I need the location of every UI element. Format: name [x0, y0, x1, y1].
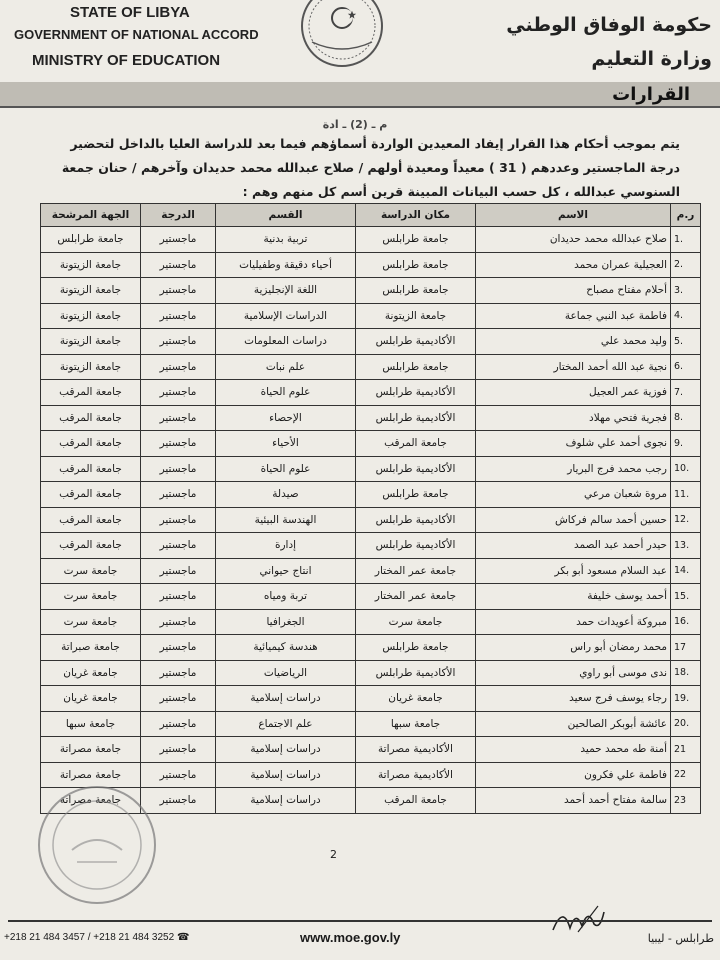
- table-row: [41, 533, 701, 559]
- cell-nominating-body: جامعة مصراتة: [41, 737, 141, 763]
- cell-name: حيدر أحمد عبد الصمد: [476, 533, 671, 559]
- ministry-name: MINISTRY OF EDUCATION: [32, 52, 221, 69]
- cell-number: 20.: [671, 711, 701, 737]
- phone-icon: ☎: [176, 932, 190, 943]
- cell-number: 7.: [671, 380, 701, 406]
- footer-rule: [8, 920, 712, 922]
- cell-department: الدراسات الإسلامية: [216, 303, 356, 329]
- cell-number: 1.: [671, 227, 701, 253]
- cell-name: ندى موسى أبو راوي: [476, 660, 671, 686]
- cell-degree: ماجستير: [141, 609, 216, 635]
- government-name: GOVERNMENT OF NATIONAL ACCORD: [14, 27, 259, 42]
- cell-degree: ماجستير: [141, 329, 216, 355]
- cell-study-place: الأكاديمية مصراتة: [356, 737, 476, 763]
- article-number: م ـ (2) ـ ادة: [322, 118, 388, 131]
- cell-name: أحلام مفتاح مصباح: [476, 278, 671, 304]
- cell-department: الإحصاء: [216, 405, 356, 431]
- cell-degree: ماجستير: [141, 252, 216, 278]
- cell-nominating-body: جامعة المرقب: [41, 482, 141, 508]
- footer-phones: [4, 932, 189, 943]
- footer-website: www.moe.gov.ly: [300, 930, 401, 945]
- cell-study-place: الأكاديمية طرابلس: [356, 456, 476, 482]
- table-row: [41, 660, 701, 686]
- cell-name: محمد رمضان أبو راس: [476, 635, 671, 661]
- cell-degree: ماجستير: [141, 558, 216, 584]
- cell-nominating-body: جامعة مصراتة: [41, 762, 141, 788]
- cell-nominating-body: جامعة صبراتة: [41, 635, 141, 661]
- cell-study-place: جامعة طرابلس: [356, 482, 476, 508]
- cell-study-place: الأكاديمية طرابلس: [356, 533, 476, 559]
- cell-degree: ماجستير: [141, 431, 216, 457]
- cell-number: 8.: [671, 405, 701, 431]
- cell-number: 5.: [671, 329, 701, 355]
- cell-degree: ماجستير: [141, 788, 216, 814]
- table-row: [41, 584, 701, 610]
- table-row: [41, 456, 701, 482]
- cell-department: تربة ومياه: [216, 584, 356, 610]
- cell-degree: ماجستير: [141, 762, 216, 788]
- cell-degree: ماجستير: [141, 533, 216, 559]
- english-header: [14, 4, 274, 74]
- arabic-header: [506, 8, 712, 76]
- cell-nominating-body: جامعة الزيتونة: [41, 278, 141, 304]
- cell-study-place: الأكاديمية طرابلس: [356, 660, 476, 686]
- col-header-study-place: مكان الدراسة: [356, 204, 476, 227]
- cell-name: رجاء يوسف فرج سعيد: [476, 686, 671, 712]
- cell-department: دراسات إسلامية: [216, 686, 356, 712]
- cell-number: 9.: [671, 431, 701, 457]
- table-row: [41, 329, 701, 355]
- cell-name: أحمد يوسف خليفة: [476, 584, 671, 610]
- emblem-seal-icon: [292, 0, 392, 74]
- state-name: STATE OF LIBYA: [70, 4, 190, 21]
- cell-number: 10.: [671, 456, 701, 482]
- cell-nominating-body: جامعة سبها: [41, 711, 141, 737]
- cell-name: مروة شعبان مرعي: [476, 482, 671, 508]
- cell-degree: ماجستير: [141, 737, 216, 763]
- cell-study-place: جامعة طرابلس: [356, 354, 476, 380]
- cell-nominating-body: جامعة المرقب: [41, 405, 141, 431]
- cell-department: الرياضيات: [216, 660, 356, 686]
- cell-name: فوزية عمر العجيل: [476, 380, 671, 406]
- table-row: [41, 711, 701, 737]
- cell-nominating-body: جامعة الزيتونة: [41, 329, 141, 355]
- cell-department: دراسات المعلومات: [216, 329, 356, 355]
- section-title: القرارات: [612, 84, 690, 105]
- table-row: [41, 686, 701, 712]
- cell-degree: ماجستير: [141, 686, 216, 712]
- table-row: [41, 558, 701, 584]
- cell-name: حسين أحمد سالم فركاش: [476, 507, 671, 533]
- cell-number: 11.: [671, 482, 701, 508]
- page-number: 2: [330, 848, 337, 861]
- cell-study-place: جامعة المرقب: [356, 431, 476, 457]
- table-row: [41, 278, 701, 304]
- cell-degree: ماجستير: [141, 660, 216, 686]
- cell-nominating-body: جامعة غريان: [41, 686, 141, 712]
- col-header-number: ر.م: [671, 204, 701, 227]
- cell-department: هندسة كيميائية: [216, 635, 356, 661]
- cell-number: 17: [671, 635, 701, 661]
- cell-study-place: جامعة سبها: [356, 711, 476, 737]
- cell-nominating-body: جامعة سرت: [41, 558, 141, 584]
- cell-study-place: جامعة طرابلس: [356, 635, 476, 661]
- cell-number: 12.: [671, 507, 701, 533]
- cell-number: 3.: [671, 278, 701, 304]
- cell-nominating-body: جامعة المرقب: [41, 507, 141, 533]
- cell-degree: ماجستير: [141, 303, 216, 329]
- col-header-nominating-body: الجهة المرشحة: [41, 204, 141, 227]
- cell-name: وليد محمد علي: [476, 329, 671, 355]
- cell-nominating-body: جامعة غريان: [41, 660, 141, 686]
- cell-nominating-body: جامعة المرقب: [41, 380, 141, 406]
- table-row: [41, 482, 701, 508]
- cell-department: إدارة: [216, 533, 356, 559]
- cell-number: 21: [671, 737, 701, 763]
- table-row: [41, 431, 701, 457]
- cell-degree: ماجستير: [141, 507, 216, 533]
- cell-study-place: الأكاديمية طرابلس: [356, 507, 476, 533]
- cell-number: 14.: [671, 558, 701, 584]
- ministry-name-ar: وزارة التعليم: [591, 48, 712, 70]
- cell-department: علوم الحياة: [216, 380, 356, 406]
- cell-study-place: جامعة طرابلس: [356, 252, 476, 278]
- cell-number: 18.: [671, 660, 701, 686]
- cell-department: علوم الحياة: [216, 456, 356, 482]
- cell-name: فاطمة علي فكرون: [476, 762, 671, 788]
- table-header-row: [41, 204, 701, 227]
- table-row: [41, 227, 701, 253]
- cell-name: فاطمة عبد النبي جماعة: [476, 303, 671, 329]
- cell-study-place: جامعة طرابلس: [356, 278, 476, 304]
- cell-nominating-body: جامعة المرقب: [41, 456, 141, 482]
- cell-name: نجية عبد الله أحمد المختار: [476, 354, 671, 380]
- table-row: [41, 635, 701, 661]
- cell-degree: ماجستير: [141, 354, 216, 380]
- cell-number: 23: [671, 788, 701, 814]
- cell-name: عائشة أبوبكر الصالحين: [476, 711, 671, 737]
- cell-department: تربية بدنية: [216, 227, 356, 253]
- cell-study-place: الأكاديمية طرابلس: [356, 380, 476, 406]
- cell-study-place: جامعة عمر المختار: [356, 584, 476, 610]
- cell-degree: ماجستير: [141, 584, 216, 610]
- table-row: [41, 405, 701, 431]
- cell-degree: ماجستير: [141, 482, 216, 508]
- footer-city: طرابلس - ليبيا: [647, 932, 714, 945]
- cell-name: مبروكة أعويدات حمد: [476, 609, 671, 635]
- cell-degree: ماجستير: [141, 278, 216, 304]
- table-row: [41, 303, 701, 329]
- cell-name: سالمة مفتاح أحمد أحمد: [476, 788, 671, 814]
- government-name-ar: حكومة الوفاق الوطني: [506, 14, 712, 36]
- scholars-table: [40, 203, 701, 814]
- cell-number: 6.: [671, 354, 701, 380]
- cell-department: صيدلة: [216, 482, 356, 508]
- cell-name: صلاح عبدالله محمد حديدان: [476, 227, 671, 253]
- cell-name: العجيلية عمران محمد: [476, 252, 671, 278]
- table-row: [41, 252, 701, 278]
- cell-name: أمنة طه محمد حميد: [476, 737, 671, 763]
- cell-number: 16.: [671, 609, 701, 635]
- cell-department: أحياء دقيقة وطفيليات: [216, 252, 356, 278]
- cell-department: علم نبات: [216, 354, 356, 380]
- cell-number: 22: [671, 762, 701, 788]
- cell-nominating-body: جامعة طرابلس: [41, 227, 141, 253]
- cell-nominating-body: جامعة مصراتة: [41, 788, 141, 814]
- cell-study-place: جامعة الزيتونة: [356, 303, 476, 329]
- col-header-name: الاسم: [476, 204, 671, 227]
- table-row: [41, 380, 701, 406]
- cell-department: دراسات إسلامية: [216, 737, 356, 763]
- cell-name: نجوى أحمد علي شلوف: [476, 431, 671, 457]
- table-row: [41, 507, 701, 533]
- col-header-department: القسم: [216, 204, 356, 227]
- cell-nominating-body: جامعة الزيتونة: [41, 303, 141, 329]
- cell-name: فجرية فتحي مهلاد: [476, 405, 671, 431]
- cell-number: 4.: [671, 303, 701, 329]
- cell-department: علم الاجتماع: [216, 711, 356, 737]
- cell-nominating-body: جامعة المرقب: [41, 533, 141, 559]
- cell-study-place: الأكاديمية مصراتة: [356, 762, 476, 788]
- cell-nominating-body: جامعة المرقب: [41, 431, 141, 457]
- table-row: [41, 737, 701, 763]
- cell-department: انتاج حيواني: [216, 558, 356, 584]
- cell-study-place: جامعة غريان: [356, 686, 476, 712]
- cell-department: اللغة الإنجليزية: [216, 278, 356, 304]
- cell-degree: ماجستير: [141, 227, 216, 253]
- cell-degree: ماجستير: [141, 635, 216, 661]
- cell-study-place: جامعة عمر المختار: [356, 558, 476, 584]
- cell-number: 15.: [671, 584, 701, 610]
- cell-study-place: جامعة طرابلس: [356, 227, 476, 253]
- cell-degree: ماجستير: [141, 380, 216, 406]
- cell-degree: ماجستير: [141, 456, 216, 482]
- cell-nominating-body: جامعة الزيتونة: [41, 252, 141, 278]
- decision-text: يتم بموجب أحكام هذا القرار إيفاد المعيدين الواردة أسماؤهم فيما بعد للدراسة العليا بالداخل لتحضير درجة الماجستير وعددهم ( 31 ) معيداً ومعيدة أولهم / صلاح عبدالله محمد حديدان وآخرهم / حنان جمعة السنوسي عبدالله ، كل حسب البيانات المبينة قرين أسم كل منهم وهم :: [61, 136, 680, 199]
- cell-nominating-body: جامعة سرت: [41, 609, 141, 635]
- round-stamp-icon: [32, 780, 162, 910]
- cell-department: الجغرافيا: [216, 609, 356, 635]
- cell-number: 2.: [671, 252, 701, 278]
- table-row: [41, 609, 701, 635]
- cell-study-place: الأكاديمية طرابلس: [356, 329, 476, 355]
- phone-numbers: +218 21 484 3457 / +218 21 484 3252: [4, 932, 175, 943]
- cell-degree: ماجستير: [141, 405, 216, 431]
- cell-study-place: الأكاديمية طرابلس: [356, 405, 476, 431]
- cell-department: دراسات إسلامية: [216, 788, 356, 814]
- cell-nominating-body: جامعة الزيتونة: [41, 354, 141, 380]
- cell-number: 19.: [671, 686, 701, 712]
- col-header-degree: الدرجة: [141, 204, 216, 227]
- table-row: [41, 354, 701, 380]
- cell-nominating-body: جامعة سرت: [41, 584, 141, 610]
- cell-study-place: جامعة سرت: [356, 609, 476, 635]
- cell-degree: ماجستير: [141, 711, 216, 737]
- cell-name: عبد السلام مسعود أبو بكر: [476, 558, 671, 584]
- cell-number: 13.: [671, 533, 701, 559]
- cell-study-place: جامعة المرقب: [356, 788, 476, 814]
- cell-department: دراسات إسلامية: [216, 762, 356, 788]
- cell-name: رجب محمد فرج البريار: [476, 456, 671, 482]
- cell-department: الأحياء: [216, 431, 356, 457]
- cell-department: الهندسة البيئية: [216, 507, 356, 533]
